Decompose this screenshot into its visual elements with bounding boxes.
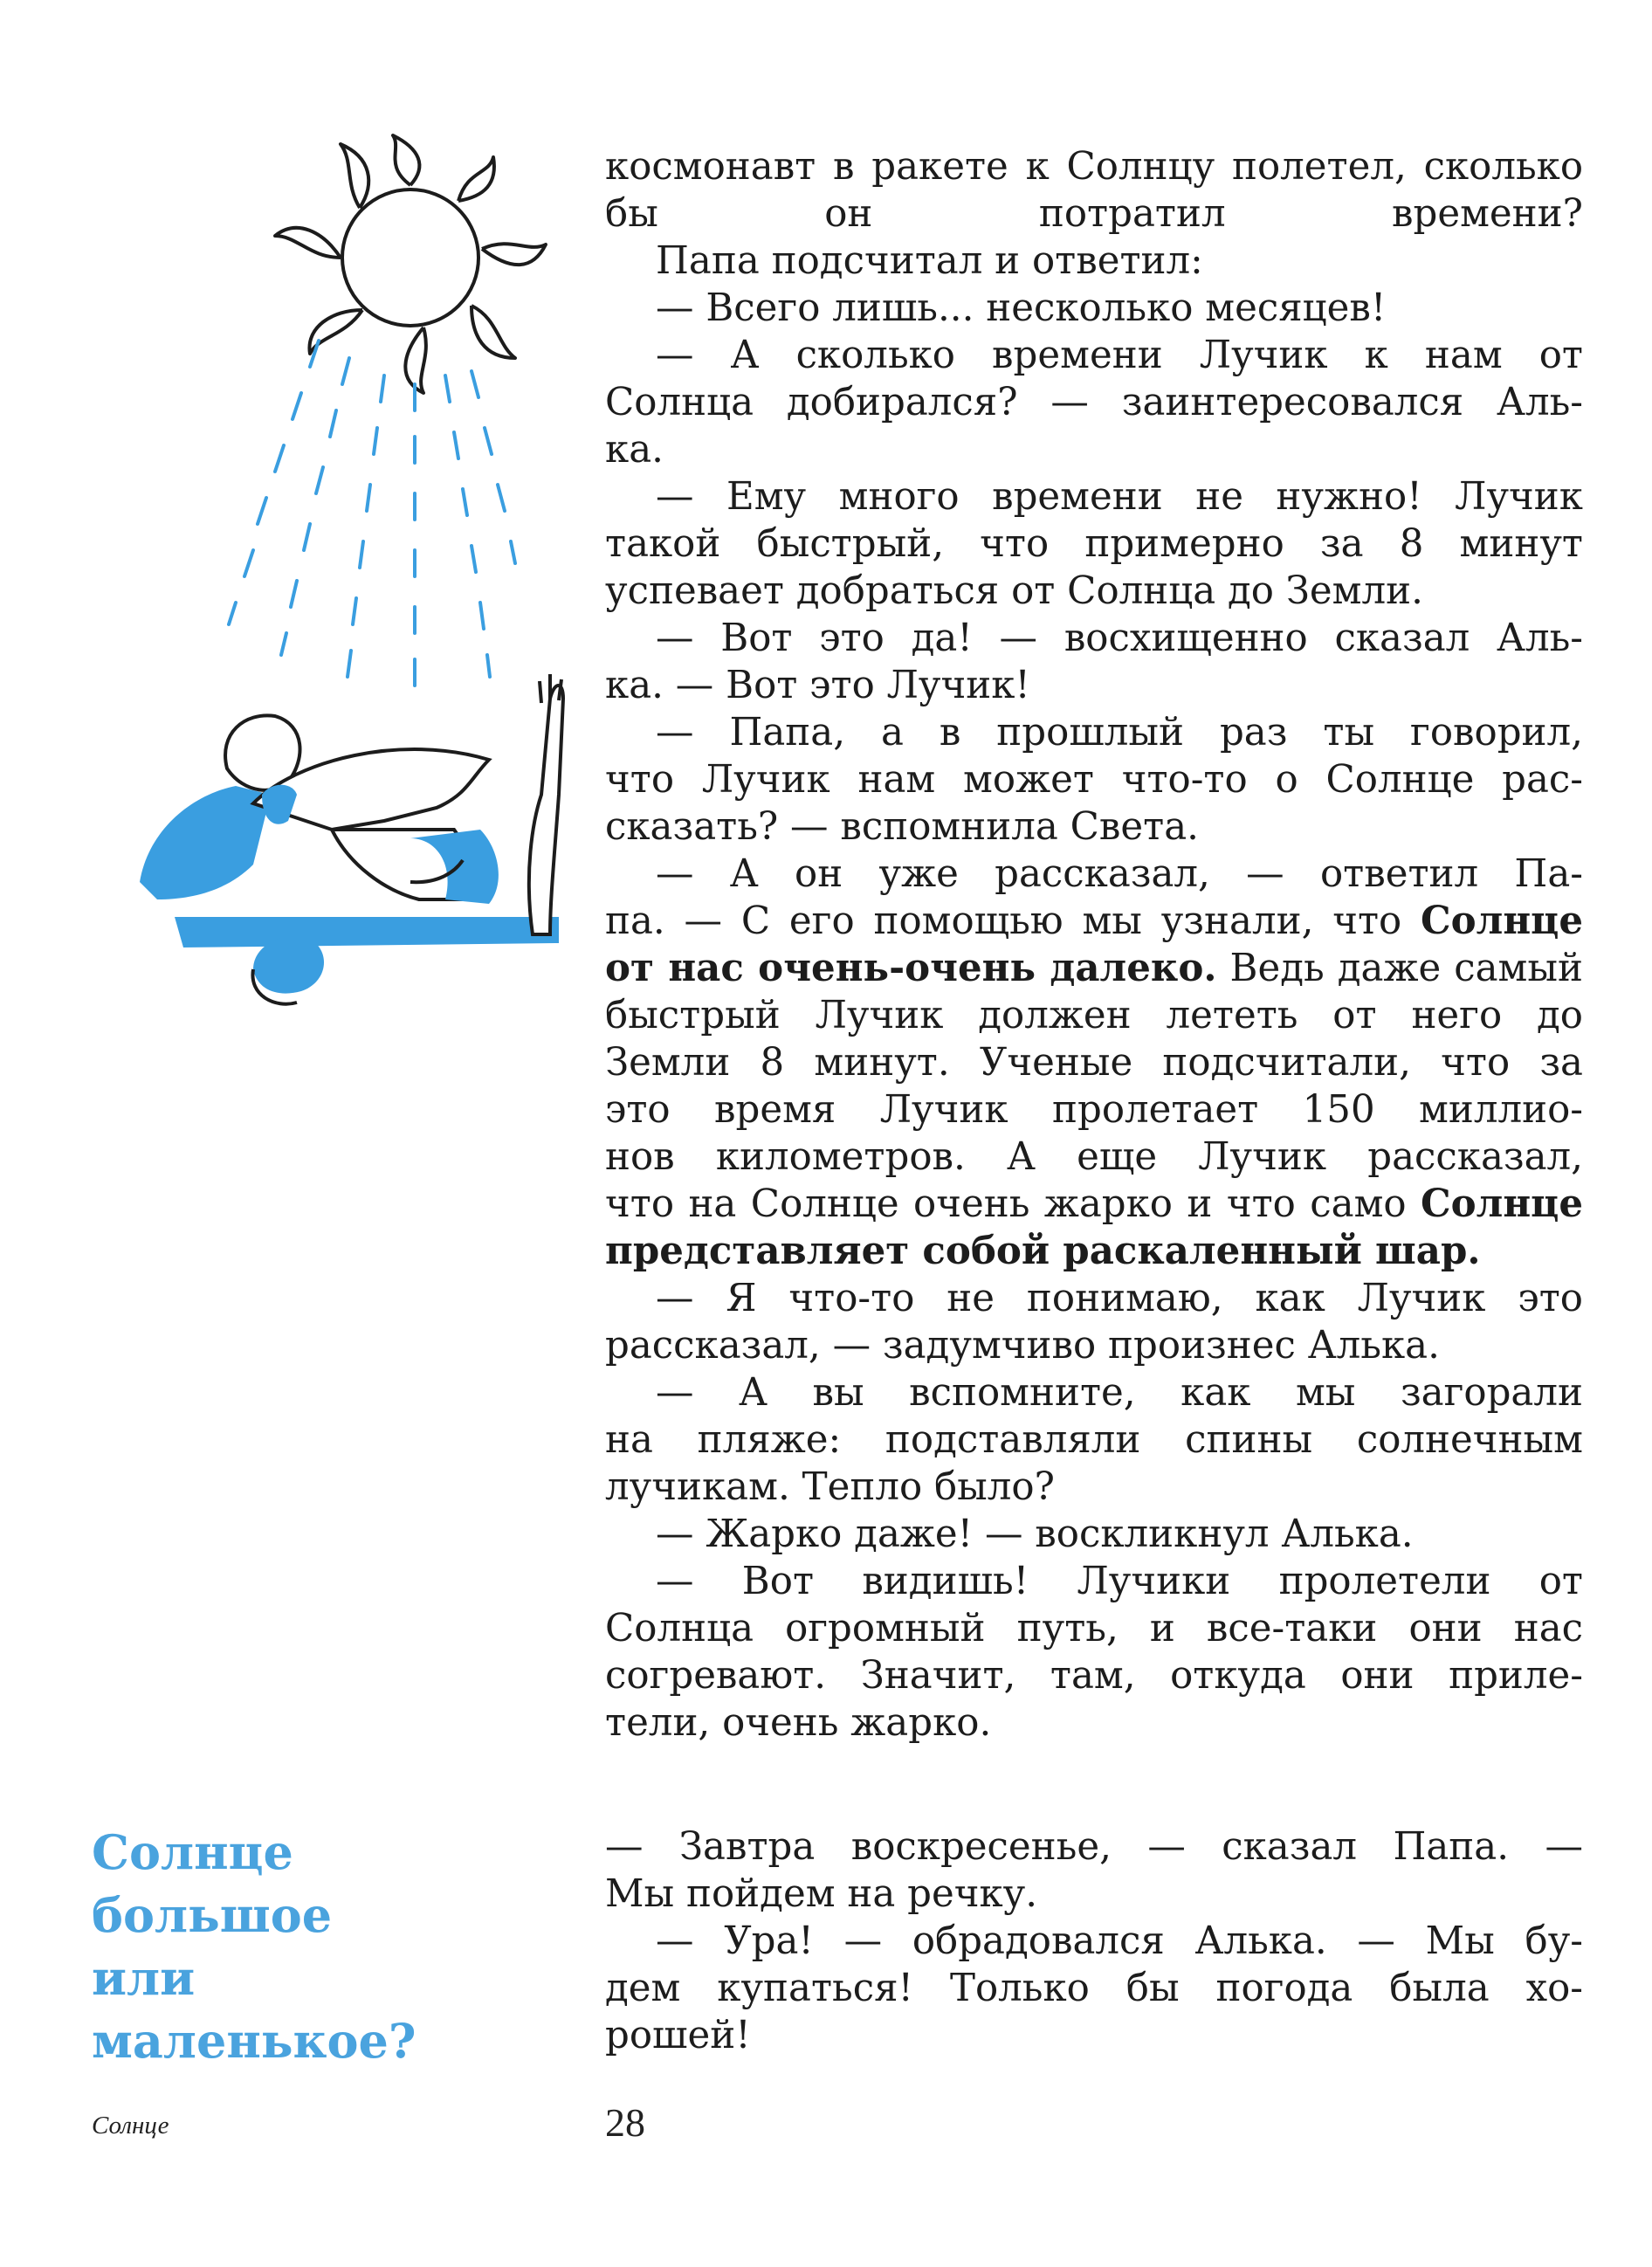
- section-heading: Солнце большое или маленькое?: [92, 1824, 416, 2069]
- paragraph: — А вы вспомните, как мы загорали на пляже: подставляли спины солнечным: [605, 1371, 1583, 1462]
- paragraph-line: что на Солнце очень жарко и что само Солнце: [605, 1182, 1583, 1226]
- paragraph: рассказал, — задумчиво произнес Алька.: [605, 1324, 1440, 1368]
- paragraph: лучикам. Тепло было?: [605, 1465, 1055, 1509]
- paragraph-line: от нас очень-очень далеко. Ведь даже самый: [605, 946, 1583, 990]
- story-text-top: [605, 143, 1583, 1747]
- paragraph: — Жарко даже! — воскликнул Алька.: [656, 1512, 1414, 1556]
- paragraph: Мы пойдем на речку.: [605, 1872, 1038, 1916]
- story-text-bottom: [605, 1823, 1583, 2059]
- paragraph: — А сколько времени Лучик к нам от Солнца добирался? — заинтересовался Аль-: [605, 334, 1583, 424]
- paragraph-line: Земли 8 минут. Ученые подсчитали, что за: [605, 1041, 1583, 1085]
- paragraph: — Папа, а в прошлый раз ты говорил, что Лучик нам может что-то о Солнце рас-: [605, 711, 1583, 802]
- sunbathing-child-icon: [140, 674, 563, 1004]
- paragraph: — А он уже рассказал, — ответил Па-: [656, 852, 1583, 896]
- sun-rays-icon: [229, 341, 515, 686]
- paragraph-line: па. — С его помощью мы узнали, что Солнце: [605, 899, 1583, 943]
- paragraph: — Вот видишь! Лучики пролетели от Солнца огромный путь, и все-таки они нас согревают. Значит, там, откуда они приле-: [605, 1560, 1583, 1698]
- page-number: 28: [605, 2100, 645, 2145]
- paragraph: — Завтра воскресенье, — сказал Папа. —: [605, 1825, 1583, 1869]
- paragraph: рошей!: [605, 2014, 751, 2057]
- paragraph-line: быстрый Лучик должен лететь от него до: [605, 994, 1583, 1037]
- running-footer-section: Солнце: [92, 2112, 169, 2140]
- sun-illustration: [122, 131, 576, 1022]
- paragraph-line: нов километров. А еще Лучик рассказал,: [605, 1135, 1583, 1179]
- paragraph: космонавт в ракете к Солнцу полетел, сколько бы он потратил времени?: [605, 145, 1584, 236]
- paragraph: ка.: [605, 428, 664, 472]
- paragraph-line: представляет собой раскаленный шар.: [605, 1229, 1481, 1273]
- paragraph: — Я что-то не понимаю, как Лучик это: [656, 1277, 1583, 1320]
- paragraph: сказать? — вспомнила Света.: [605, 805, 1199, 849]
- paragraph: — Вот это да! — восхищенно сказал Аль-: [656, 617, 1583, 660]
- paragraph: тели, очень жарко.: [605, 1701, 992, 1745]
- paragraph-line: это время Лучик пролетает 150 миллио-: [605, 1088, 1583, 1132]
- paragraph: ка. — Вот это Лучик!: [605, 664, 1030, 707]
- paragraph: — Всего лишь... несколько месяцев!: [656, 286, 1387, 330]
- paragraph: — Ему много времени не нужно! Лучик такой быстрый, что примерно за 8 минут: [605, 475, 1583, 566]
- paragraph: Папа подсчитал и ответил:: [656, 239, 1203, 283]
- paragraph: — Ура! — обрадовался Алька. — Мы бу- дем купаться! Только бы погода была хо-: [605, 1919, 1583, 2010]
- paragraph: успевает добраться от Солнца до Земли.: [605, 569, 1423, 613]
